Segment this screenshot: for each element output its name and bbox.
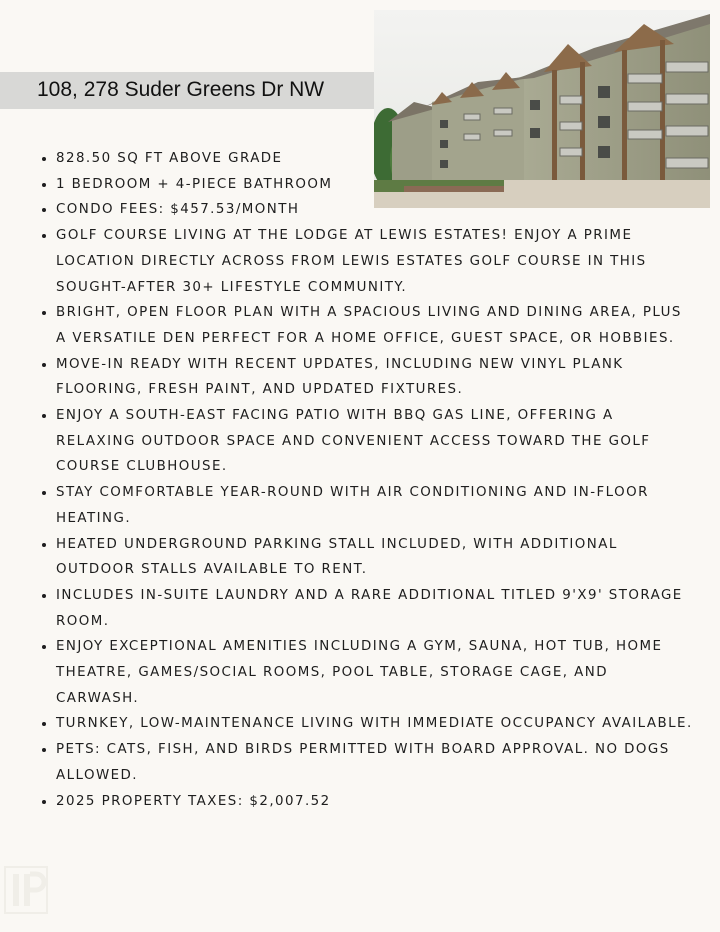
bullet-dot <box>42 645 46 649</box>
bullet-dot <box>42 543 46 547</box>
bullet-dot <box>42 491 46 495</box>
feature-text: ENJOY A SOUTH-EAST FACING PATIO WITH BBQ GAS LINE, OFFERING A RELAXING OUTDOOR SPACE AND CONVENIENT ACCESS TOWARD THE GOLF COURSE CLUBHOUSE. <box>56 408 651 475</box>
bullet-dot <box>42 183 46 187</box>
list-item <box>30 789 695 815</box>
list-item <box>30 223 695 300</box>
bullet-dot <box>42 748 46 752</box>
feature-text: HEATED UNDERGROUND PARKING STALL INCLUDED, WITH ADDITIONAL OUTDOOR STALLS AVAILABLE TO RENT. <box>56 536 618 578</box>
feature-text: PETS: CATS, FISH, AND BIRDS PERMITTED WITH BOARD APPROVAL. NO DOGS ALLOWED. <box>56 742 670 783</box>
feature-text: CONDO FEES: $457.53/MONTH <box>56 202 300 218</box>
list-item <box>30 300 695 351</box>
brand-logo-icon <box>4 866 48 914</box>
list-item <box>30 352 695 403</box>
list-item <box>30 634 695 711</box>
bullet-dot <box>42 311 46 315</box>
list-item <box>30 146 695 172</box>
list-item <box>30 172 695 198</box>
bullet-dot <box>42 594 46 598</box>
bullet-dot <box>42 234 46 238</box>
list-item <box>30 197 695 223</box>
feature-text: GOLF COURSE LIVING AT THE LODGE AT LEWIS ESTATES! ENJOY A PRIME LOCATION DIRECTLY ACROSS FROM LEWIS ESTATES GOLF COURSE IN THIS SOUGHT-AFTER 30+ LIFESTYLE COMMUNITY. <box>56 228 647 295</box>
bullet-dot <box>42 722 46 726</box>
feature-text: STAY COMFORTABLE YEAR-ROUND WITH AIR CONDITIONING AND IN-FLOOR HEATING. <box>56 485 649 526</box>
bullet-dot <box>42 800 46 804</box>
feature-text: TURNKEY, LOW-MAINTENANCE LIVING WITH IMMEDIATE OCCUPANCY AVAILABLE. <box>56 716 693 732</box>
bullet-dot <box>42 363 46 367</box>
feature-list <box>30 146 695 814</box>
feature-text: INCLUDES IN-SUITE LAUNDRY AND A RARE ADDITIONAL TITLED 9'X9' STORAGE ROOM. <box>56 587 683 629</box>
list-item <box>30 532 695 583</box>
list-item <box>30 403 695 480</box>
list-item <box>30 711 695 737</box>
feature-text: MOVE-IN READY WITH RECENT UPDATES, INCLUDING NEW VINYL PLANK FLOORING, FRESH PAINT, AND UPDATED FIXTURES. <box>56 356 624 398</box>
feature-text: BRIGHT, OPEN FLOOR PLAN WITH A SPACIOUS LIVING AND DINING AREA, PLUS A VERSATILE DEN PERFECT FOR A HOME OFFICE, GUEST SPACE, OR HOBBIES. <box>56 305 682 346</box>
feature-text: 828.50 SQ FT ABOVE GRADE <box>56 151 283 166</box>
feature-text: ENJOY EXCEPTIONAL AMENITIES INCLUDING A GYM, SAUNA, HOT TUB, HOME THEATRE, GAMES/SOCIAL ROOMS, POOL TABLE, STORAGE CAGE, AND CARWASH. <box>56 639 663 706</box>
bullet-dot <box>42 157 46 161</box>
bullet-dot <box>42 208 46 212</box>
bullet-dot <box>42 414 46 418</box>
list-item <box>30 737 695 788</box>
feature-text: 2025 PROPERTY TAXES: $2,007.52 <box>56 793 331 809</box>
listing-title: 108, 278 Suder Greens Dr NW <box>37 78 325 101</box>
feature-text: 1 BEDROOM + 4-PIECE BATHROOM <box>56 176 333 192</box>
list-item <box>30 480 695 531</box>
list-item <box>30 583 695 634</box>
